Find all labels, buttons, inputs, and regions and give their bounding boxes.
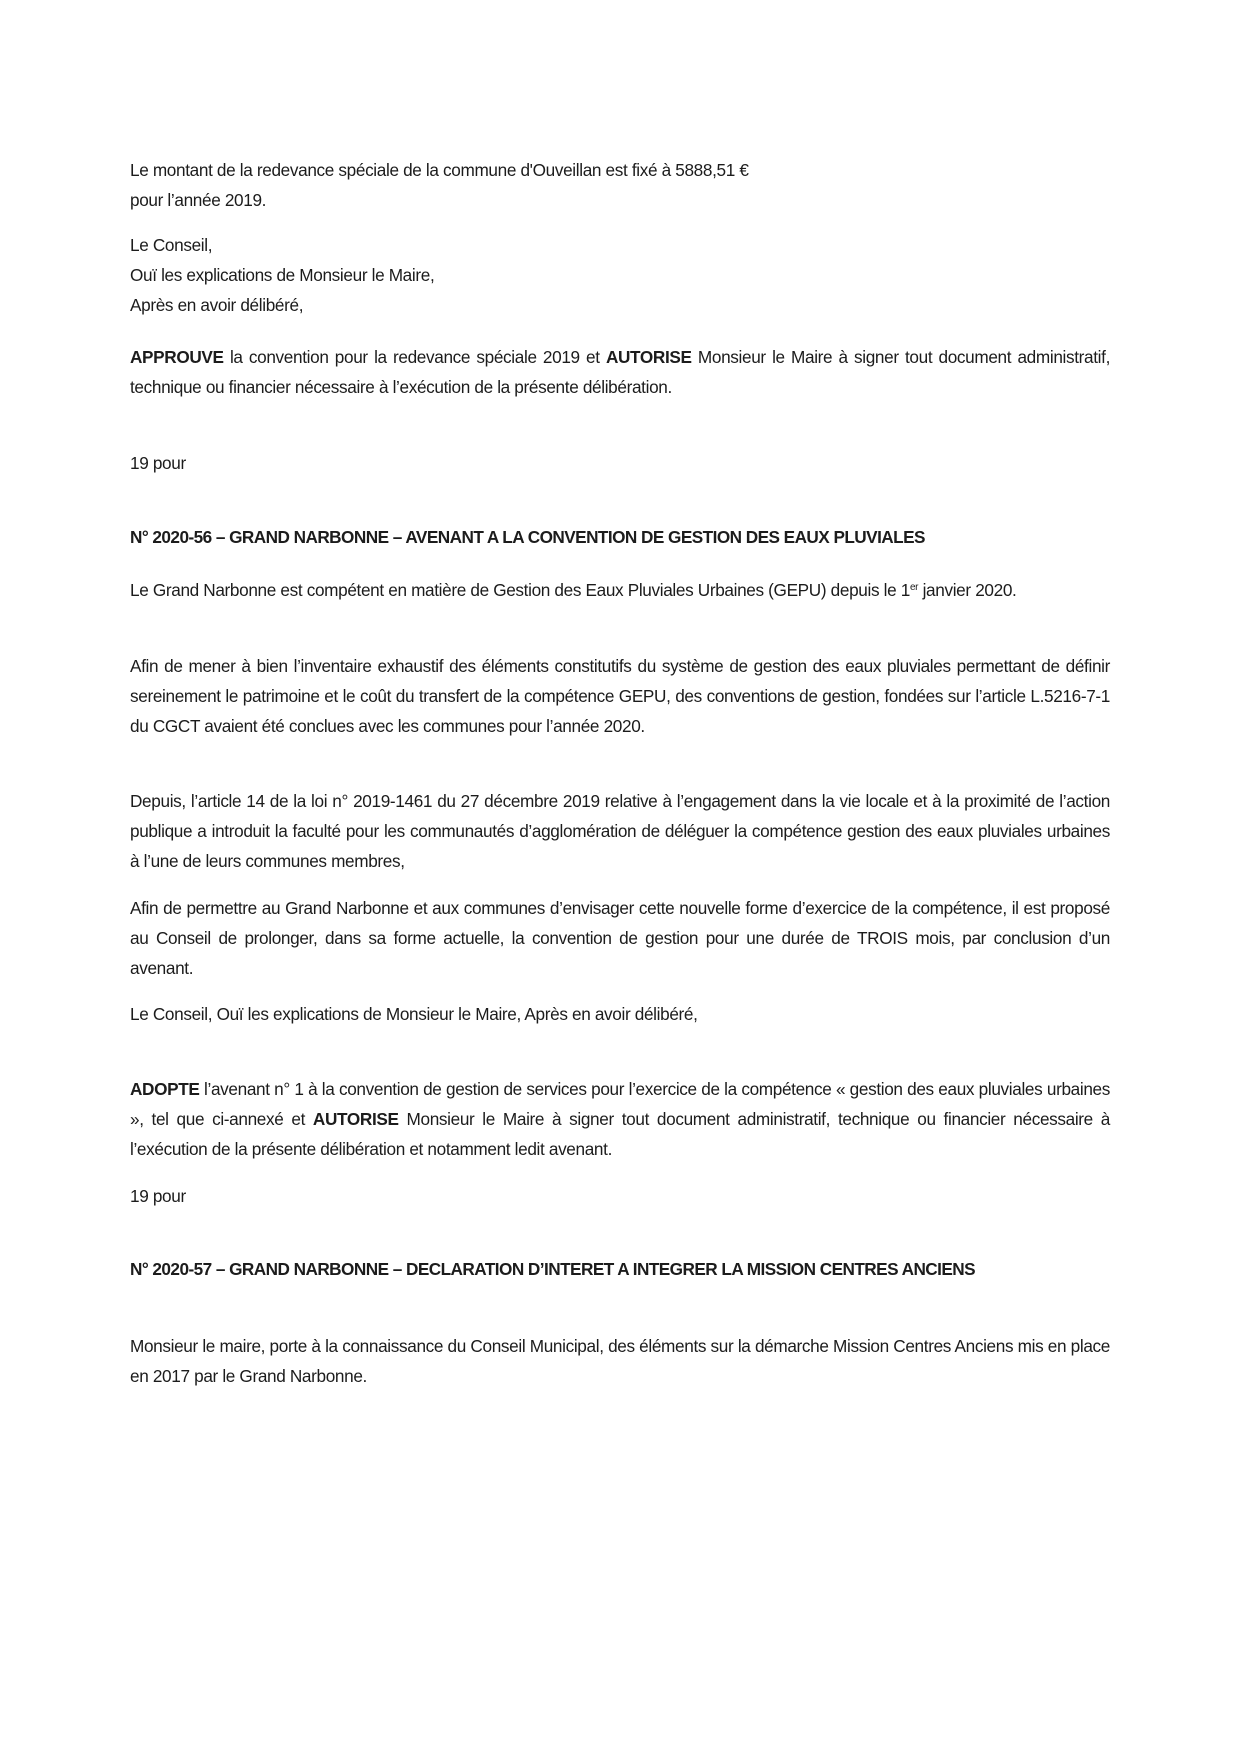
- decision-paragraph-2: [130, 1074, 1110, 1164]
- section56-paragraph-1: [130, 575, 1110, 605]
- redevance-line-1: Le montant de la redevance spéciale de la commune d'Ouveillan est fixé à 5888,51 €: [130, 160, 749, 180]
- council-line-2: Ouï les explications de Monsieur le Maire,: [130, 265, 435, 285]
- decision2-text-2: Monsieur le Maire à signer tout document administratif, technique ou financier nécessaire à l’exécution de la présente délibération et notamment ledit avenant.: [130, 1109, 1111, 1159]
- section-heading-2020-56: N° 2020-56 – GRAND NARBONNE – AVENANT A LA CONVENTION DE GESTION DES EAUX PLUVIALES: [130, 527, 925, 547]
- council-block-2: Le Conseil, Ouï les explications de Monsieur le Maire, Après en avoir délibéré,: [130, 1004, 698, 1024]
- council-line-3: Après en avoir délibéré,: [130, 295, 304, 315]
- gepu-intro-text: Le Grand Narbonne est compétent en matière de Gestion des Eaux Pluviales Urbaines (GEPU) depuis le 1: [130, 580, 910, 600]
- vote-result-1: 19 pour: [130, 453, 186, 473]
- ordinal-superscript: er: [909, 582, 919, 593]
- section56-paragraph-4: Afin de permettre au Grand Narbonne et aux communes d’envisager cette nouvelle forme d’exercice de la compétence, il est proposé au Conseil de prolonger, dans sa forme actuelle, la convention de gestion pour une durée de TROIS mois, par conclusion d’un avenant.: [130, 898, 1110, 978]
- approve-verb: APPROUVE: [130, 347, 224, 367]
- vote-result-2: 19 pour: [130, 1186, 186, 1206]
- decision2-text-1: l’avenant n° 1 à la convention de gestion de services pour l’exercice de la compétence « gestion des eaux pluviales urbaines », tel que ci-annexé et: [130, 1079, 1110, 1129]
- section56-paragraph-3: Depuis, l’article 14 de la loi n° 2019-1461 du 27 décembre 2019 relative à l’engagement dans la vie locale et à la proximité de l’action publique a introduit la faculté pour les communautés d’agglomération de déléguer la compétence gestion des eaux pluviales urbaines à l’une de leurs communes membres,: [130, 791, 1110, 871]
- section57-paragraph-1: Monsieur le maire, porte à la connaissance du Conseil Municipal, des éléments sur la démarche Mission Centres Anciens mis en place en 2017 par le Grand Narbonne.: [130, 1336, 1110, 1386]
- council-line-1: Le Conseil,: [130, 235, 213, 255]
- section56-paragraph-2: Afin de mener à bien l’inventaire exhaustif des éléments constitutifs du système de gestion des eaux pluviales permettant de définir sereinement le patrimoine et le coût du transfert de la compétence GEPU, des conventions de gestion, fondées sur l’article L.5216-7-1 du CGCT avaient été conclues avec les communes pour l’année 2020.: [130, 656, 1110, 736]
- redevance-paragraph: [130, 155, 1110, 215]
- gepu-date-text: janvier 2020.: [918, 580, 1017, 600]
- adopt-verb: ADOPTE: [130, 1079, 200, 1099]
- authorize-verb: AUTORISE: [605, 347, 692, 367]
- council-block-1: [130, 230, 1110, 320]
- decision-paragraph-1: [130, 342, 1110, 402]
- redevance-line-2: pour l’année 2019.: [130, 190, 267, 210]
- decision-text-2: Monsieur le Maire à signer tout document administratif, technique ou financier nécessaire à l’exécution de la présente délibération.: [130, 347, 1110, 397]
- decision-text-1: la convention pour la redevance spéciale 2019 et: [223, 347, 606, 367]
- authorize-verb-2: AUTORISE: [312, 1109, 399, 1129]
- section-heading-2020-57: N° 2020-57 – GRAND NARBONNE – DECLARATION D’INTERET A INTEGRER LA MISSION CENTRES ANCIENS: [130, 1259, 976, 1279]
